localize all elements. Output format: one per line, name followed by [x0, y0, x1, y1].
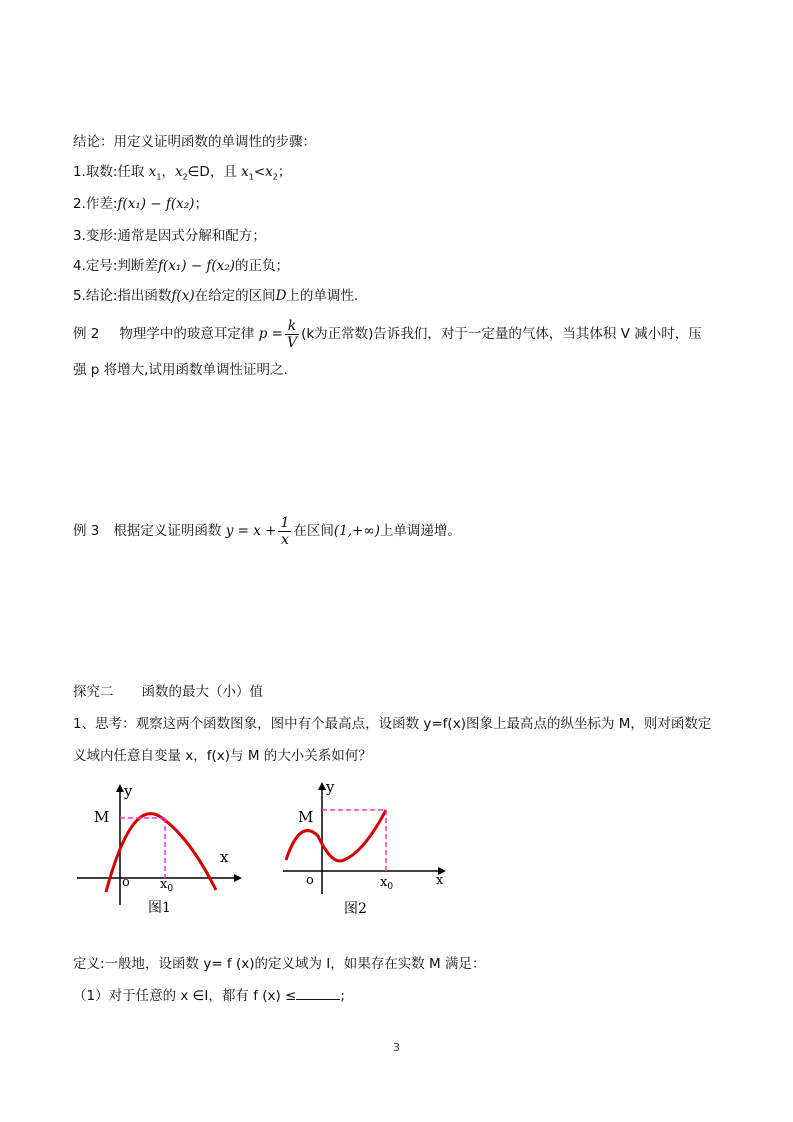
definition-item1 — [73, 985, 345, 1006]
explore-2-title: 探究二 — [73, 684, 114, 700]
in-d: ∈D，且 — [187, 164, 237, 180]
fig1-y-arrow — [116, 784, 124, 792]
step-5-d: D — [275, 288, 287, 304]
step-2 — [73, 194, 208, 214]
fig1-caption: 图1 — [148, 900, 171, 916]
example-2-text2: 告诉我们，对于一定量的气体，当其体积 V 减小时，压 — [373, 326, 702, 342]
conclusion-title: 结论：用定义证明函数的单调性的步骤： — [73, 134, 316, 150]
definition-item1-text: （1）对于任意的 x ∈I，都有 f (x) ≤ — [73, 988, 297, 1004]
explore-2-subtitle: 函数的最大（小）值 — [141, 684, 263, 700]
fig1-x0-label — [160, 877, 173, 894]
figure-2 — [278, 774, 453, 920]
step-5 — [73, 286, 358, 306]
example-2-text1: 物理学中的玻意耳定律 — [119, 326, 255, 342]
fig1-x0-sub: 0 — [167, 884, 174, 894]
answer-blank[interactable] — [296, 985, 340, 1000]
example-3-text1: 根据定义证明函数 — [113, 523, 222, 539]
frac-1: 1 — [280, 514, 290, 531]
sep: ， — [161, 164, 175, 180]
end: ； — [277, 164, 292, 180]
fig1-m-label: M — [94, 808, 110, 826]
step-2-end: ； — [194, 196, 208, 212]
explore-2-heading — [73, 682, 263, 702]
var-x2: x — [174, 164, 183, 180]
lt: < — [253, 164, 266, 180]
fig1-y-label: y — [124, 782, 133, 800]
example-3 — [73, 513, 461, 549]
question-line2: 义域内任意自变量 x，f(x)与 M 的大小关系如何？ — [73, 748, 372, 764]
page-number: 3 — [393, 1041, 400, 1054]
frac-k: k — [285, 318, 299, 335]
step-3: 3.变形:通常是因式分解和配方； — [73, 228, 266, 244]
fig1-x0: x — [160, 877, 168, 892]
sub-1: 1 — [156, 172, 162, 182]
var-x1: x — [148, 164, 157, 180]
sub-2: 2 — [182, 172, 188, 182]
example-3-label: 例 3 — [73, 523, 100, 539]
var-x1b: x — [241, 164, 249, 180]
fig2-m-label: M — [298, 808, 314, 826]
sub-2b: 2 — [272, 172, 278, 182]
var-x2b: x — [265, 164, 273, 180]
fig2-x0-sub: 0 — [387, 882, 394, 892]
k-over-v-fraction — [285, 318, 299, 351]
example-3-text3: 上单调递增。 — [379, 523, 461, 539]
example-3-text2: 在区间 — [293, 523, 334, 539]
step-4-label: 4.定号:判断差 — [73, 258, 158, 274]
fig1-x-arrow — [234, 874, 242, 882]
step-1-label: 1.取数:任取 — [73, 164, 145, 180]
step-4-end: 的正负； — [234, 258, 289, 274]
fig2-x0: x — [380, 875, 388, 890]
definition-line1: 定义:一般地，设函数 y= f (x)的定义域为 I，如果存在实数 M 满足： — [73, 956, 486, 972]
step-2-expr: f(x₁) − f(x₂) — [117, 196, 195, 212]
frac-x: x — [280, 531, 289, 548]
fig1-origin-label: o — [122, 875, 130, 890]
example-2-line1 — [73, 316, 702, 352]
step-5-label: 5.结论:指出函数 — [73, 288, 172, 304]
step-4-expr: f(x₁) − f(x₂) — [157, 258, 235, 274]
fig2-y-label: y — [326, 778, 335, 796]
frac-v: V — [286, 334, 298, 351]
fig2-y-arrow — [318, 782, 326, 790]
one-over-x-fraction — [278, 515, 291, 548]
y-expr: y = x + — [225, 523, 277, 539]
fig2-x-label: x — [436, 873, 444, 888]
fig2-x0-label — [380, 875, 393, 892]
p-eq: p = — [258, 326, 283, 342]
step-2-label: 2.作差: — [73, 196, 118, 212]
interval: (1,+∞) — [333, 523, 380, 539]
fig2-origin-label: o — [306, 873, 314, 888]
step-1 — [73, 162, 291, 188]
sub-1b: 1 — [248, 172, 254, 182]
figure-1 — [72, 780, 262, 920]
fig2-caption: 图2 — [344, 901, 367, 917]
paren: (k为正常数) — [301, 326, 374, 342]
example-2-label: 例 2 — [73, 326, 100, 342]
step-4 — [73, 256, 289, 276]
question-line1: 1、思考：观察这两个函数图象，图中有个最高点，设函数 y=f(x)图象上最高点的纵坐标为 M，则对函数定 — [73, 716, 712, 732]
step-5-fx: f(x) — [171, 288, 195, 304]
step-5-end: 上的单调性. — [286, 288, 359, 304]
step-5-mid: 在给定的区间 — [194, 288, 276, 304]
example-2-line2: 强 p 将增大,试用函数单调性证明之. — [73, 362, 288, 378]
fig1-x-label: x — [220, 848, 229, 866]
definition-item1-end: ; — [340, 988, 345, 1004]
